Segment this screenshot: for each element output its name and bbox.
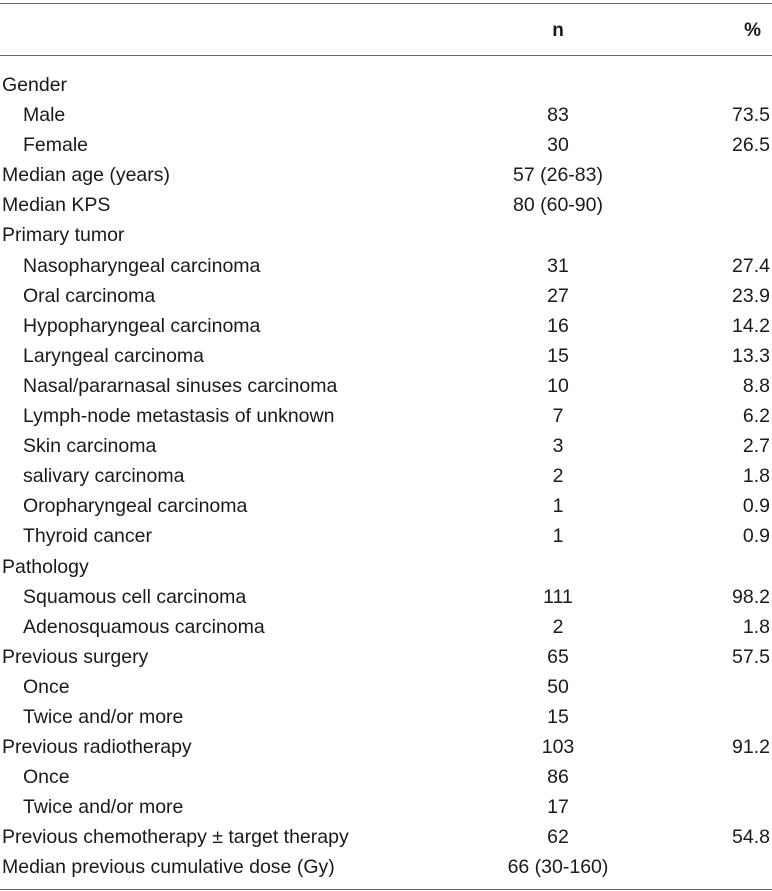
row-n-value: 10	[547, 374, 569, 397]
table-row-subitem	[0, 521, 772, 551]
row-percent-value: 23.9	[732, 284, 770, 307]
row-percent-value: 14.2	[732, 314, 770, 337]
table-row-subitem	[0, 582, 772, 612]
row-n-value: 66 (30-160)	[507, 856, 609, 879]
table-row-subitem	[0, 431, 772, 461]
row-percent-value: 73.5	[732, 104, 770, 127]
table-row-subitem	[0, 672, 772, 702]
table-row	[0, 732, 772, 762]
row-label: Previous radiotherapy	[2, 736, 192, 759]
row-n-value: 15	[547, 705, 569, 728]
row-label: Previous surgery	[2, 645, 149, 668]
table-row	[0, 160, 772, 190]
row-label: Previous chemotherapy ± target therapy	[2, 826, 349, 849]
table-row-subitem	[0, 371, 772, 401]
table-row-subitem	[0, 491, 772, 521]
table-row	[0, 822, 772, 852]
row-n-value: 111	[543, 585, 573, 608]
row-percent-value: 27.4	[732, 254, 770, 277]
row-label: Lymph-node metastasis of unknown	[23, 405, 335, 428]
row-n-value: 16	[547, 314, 569, 337]
column-header-n: n	[552, 20, 564, 41]
row-label: salivary carcinoma	[23, 465, 185, 488]
row-label: Twice and/or more	[23, 796, 184, 819]
row-label: Squamous cell carcinoma	[23, 585, 247, 608]
table-row	[0, 70, 772, 100]
row-percent-value: 8.8	[742, 374, 770, 397]
row-n-value: 17	[547, 796, 569, 819]
row-percent-value: 0.9	[742, 495, 770, 518]
table-row-subitem	[0, 311, 772, 341]
row-n-value: 2	[552, 465, 564, 488]
table-row-subitem	[0, 401, 772, 431]
table-row	[0, 852, 772, 882]
row-n-value: 83	[547, 104, 569, 127]
row-percent-value: 13.3	[732, 344, 770, 367]
row-n-value: 3	[552, 435, 564, 458]
row-n-value: 1	[552, 495, 564, 518]
table-row	[0, 220, 772, 250]
table-header	[0, 4, 772, 55]
row-label: Nasal/pararnasal sinuses carcinoma	[23, 374, 338, 397]
table-body	[0, 70, 772, 883]
row-n-value: 103	[541, 736, 575, 759]
row-label: Skin carcinoma	[23, 435, 157, 458]
row-percent-value: 1.8	[742, 465, 770, 488]
table-row-subitem	[0, 130, 772, 160]
row-percent-value: 0.9	[742, 525, 770, 548]
table-row-subitem	[0, 100, 772, 130]
table-row-subitem	[0, 251, 772, 281]
row-label: Female	[23, 134, 89, 157]
row-percent-value: 54.8	[732, 826, 770, 849]
table-row	[0, 190, 772, 220]
row-percent-value: 2.7	[742, 435, 770, 458]
table-bottom-rule	[0, 889, 772, 890]
row-percent-value: 6.2	[742, 405, 770, 428]
row-percent-value: 57.5	[732, 645, 770, 668]
row-n-value: 27	[547, 284, 569, 307]
row-label: Once	[23, 766, 70, 789]
row-label: Median previous cumulative dose (Gy)	[2, 856, 335, 879]
row-n-value: 15	[547, 344, 569, 367]
row-label: Median age (years)	[2, 164, 170, 187]
row-label: Median KPS	[2, 194, 111, 217]
table-row-subitem	[0, 792, 772, 822]
table-row-subitem	[0, 281, 772, 311]
row-label: Primary tumor	[2, 224, 125, 247]
row-percent-value: 26.5	[732, 134, 770, 157]
row-n-value: 80 (60-90)	[513, 194, 603, 217]
table-row-subitem	[0, 612, 772, 642]
row-label: Laryngeal carcinoma	[23, 344, 205, 367]
row-label: Once	[23, 675, 70, 698]
row-n-value: 2	[552, 615, 564, 638]
row-n-value: 62	[547, 826, 569, 849]
row-label: Oropharyngeal carcinoma	[23, 495, 248, 518]
row-n-value: 7	[552, 405, 564, 428]
row-n-value: 57 (26-83)	[513, 164, 603, 187]
table-row-subitem	[0, 762, 772, 792]
row-label: Nasopharyngeal carcinoma	[23, 254, 261, 277]
table-row-subitem	[0, 461, 772, 491]
row-label: Adenosquamous carcinoma	[23, 615, 265, 638]
row-label: Male	[23, 104, 66, 127]
row-n-value: 50	[547, 675, 569, 698]
row-label: Gender	[2, 74, 68, 96]
row-label: Twice and/or more	[23, 705, 184, 728]
table-row-subitem	[0, 702, 772, 732]
row-n-value: 86	[547, 766, 569, 789]
column-header-percent: %	[744, 20, 761, 41]
row-label: Pathology	[2, 555, 89, 578]
row-label: Hypopharyngeal carcinoma	[23, 314, 261, 337]
table-row-subitem	[0, 341, 772, 371]
row-percent-value: 1.8	[742, 615, 770, 638]
row-n-value: 30	[547, 134, 569, 157]
row-n-value: 65	[547, 645, 569, 668]
row-label: Thyroid cancer	[23, 525, 152, 548]
row-percent-value: 91.2	[732, 736, 770, 759]
table-header-rule	[0, 55, 772, 56]
row-label: Oral carcinoma	[23, 284, 156, 307]
table-row	[0, 642, 772, 672]
row-n-value: 31	[547, 254, 569, 277]
row-percent-value: 98.2	[732, 585, 770, 608]
table-row	[0, 552, 772, 582]
row-n-value: 1	[552, 525, 564, 548]
